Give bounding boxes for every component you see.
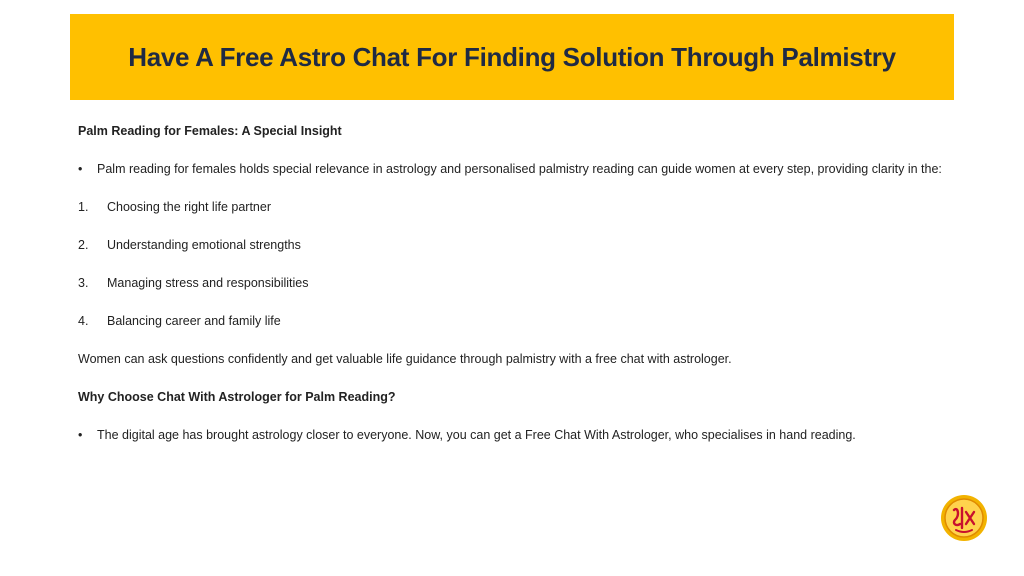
list-number: 2. (78, 238, 89, 252)
spacer (78, 141, 948, 160)
spacer (78, 407, 948, 426)
list-item (78, 236, 948, 255)
list-item (78, 198, 948, 217)
title-banner (70, 14, 954, 100)
brand-logo-icon (940, 494, 988, 542)
list-number: 4. (78, 314, 89, 328)
list-item (78, 274, 948, 293)
spacer (78, 255, 948, 274)
spacer (78, 217, 948, 236)
list-text: Balancing career and family life (107, 314, 281, 328)
list-text: Choosing the right life partner (107, 200, 271, 214)
bullet-mark: • (78, 428, 83, 442)
bullet-item (78, 426, 948, 445)
bullet-text: Palm reading for females holds special relevance in astrology and personalised palmistry reading can guide women at every step, providing clarity in the: (97, 162, 942, 176)
spacer (78, 369, 948, 388)
list-number: 3. (78, 276, 89, 290)
spacer (78, 293, 948, 312)
bullet-text: The digital age has brought astrology closer to everyone. Now, you can get a Free Chat With Astrologer, who specialises in hand reading. (97, 428, 856, 442)
content-body (78, 122, 948, 445)
closing-paragraph: Women can ask questions confidently and get valuable life guidance through palmistry with a free chat with astrologer. (78, 352, 732, 366)
spacer (78, 331, 948, 350)
list-text: Understanding emotional strengths (107, 238, 301, 252)
section-heading-female-palm-reading: Palm Reading for Females: A Special Insight (78, 124, 342, 138)
spacer (78, 179, 948, 198)
page-title: Have A Free Astro Chat For Finding Solution Through Palmistry (128, 41, 896, 72)
bullet-mark: • (78, 162, 83, 176)
list-text: Managing stress and responsibilities (107, 276, 309, 290)
section-heading-why-choose: Why Choose Chat With Astrologer for Palm Reading? (78, 390, 396, 404)
list-number: 1. (78, 200, 89, 214)
bullet-item (78, 160, 948, 179)
list-item (78, 312, 948, 331)
